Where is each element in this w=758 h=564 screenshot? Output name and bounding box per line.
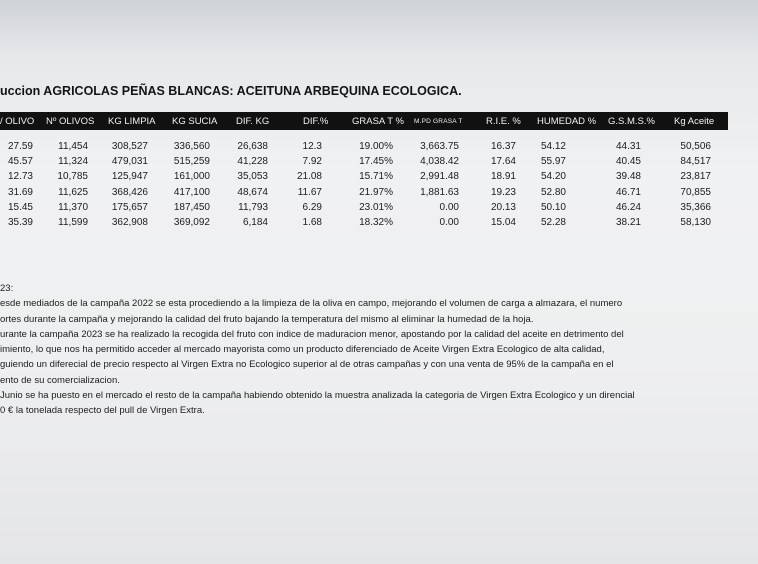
header-cell: / OLIVO [0,116,35,127]
table-cell: 70,855 [680,186,711,198]
table-cell: 11,324 [58,156,88,168]
note-line: imiento, lo que nos ha permitido acceder al mercado mayorista como un producto diferenciado de Aceite Virgen Extra Ecologico de alta calidad, [0,344,605,356]
table-cell: 11,599 [58,217,88,228]
table-cell: 23,817 [680,171,711,183]
note-line: 23: [0,283,14,294]
table-cell: 15.04 [490,217,516,228]
table-cell: 175,657 [111,201,148,213]
table-cell: 336,560 [173,141,210,152]
table-cell: 308,527 [111,141,148,152]
table-cell: 55.97 [540,156,566,168]
table-cell: 7.92 [302,156,322,168]
table-cell: 15.45 [7,201,33,213]
table-cell: 35,366 [680,201,711,213]
table-cell: 187,450 [173,201,210,213]
table-cell: 35,053 [237,171,268,183]
table-cell: 362,908 [111,217,148,228]
table-cell: 44.31 [615,141,641,152]
table-row [0,141,740,156]
table-cell: 2,991.48 [420,171,459,183]
table-cell: 11.67 [297,186,322,198]
table-cell: 84,517 [680,156,711,168]
table-cell: 0.00 [439,217,459,228]
table-cell: 1,881.63 [420,186,459,198]
table-cell: 17.45% [359,156,393,168]
note-line: 0 € la tonelada respecto del pull de Virgen Extra. [0,405,205,417]
table-cell: 10,785 [57,171,88,183]
table-cell: 54.20 [540,171,566,183]
note-line: ento de su comercializacion. [0,374,120,386]
header-cell: GRASA T % [352,116,404,127]
table-row [0,202,740,217]
table-cell: 39.48 [615,171,641,183]
table-row [0,171,740,186]
table-cell: 41,228 [237,156,268,168]
table-cell: 12.3 [302,141,322,152]
table-cell: 52.80 [540,186,566,198]
table-cell: 23.01% [359,201,393,213]
table-cell: 18.32% [359,217,393,228]
header-cell: HUMEDAD % [537,116,597,127]
header-cell: DIF.% [303,116,329,127]
note-line: urante la campaña 2023 se ha realizado la recogida del fruto con indice de maduracion menor, apostando por la calidad del aceite en detrimento del [0,328,624,340]
header-cell: M.PD GRASA T [414,118,463,125]
table-row [0,217,740,232]
table-cell: 368,426 [111,186,148,198]
table-cell: 125,947 [111,171,148,183]
table-cell: 21.08 [296,171,322,183]
table-cell: 20.13 [490,201,516,213]
notes-section [0,281,720,419]
table-cell: 1.68 [302,217,322,228]
header-cell: Kg Aceite [674,116,715,127]
table-cell: 12.73 [7,171,33,183]
table-cell: 18.91 [490,171,516,183]
note-line: Junio se ha puesto en el mercado el resto de la campaña habiendo obtenido la muestra analizada la categoria de Virgen Extra Ecologico y un direncial [0,390,635,402]
table-cell: 11,625 [58,186,88,198]
header-cell: KG SUCIA [172,116,218,127]
table-cell: 58,130 [680,217,711,228]
table-cell: 50.10 [540,201,566,213]
table-cell: 19.23 [490,186,516,198]
table-cell: 17.64 [490,156,516,168]
table-row [0,156,740,171]
note-line: guiendo un diferecial de precio respecto al Virgen Extra no Ecologico superior al de otras campañas y con una venta de 95% de la campaña en el [0,359,614,371]
table-row [0,187,740,202]
table-cell: 6,184 [242,217,268,228]
table-cell: 369,092 [173,217,210,228]
table-cell: 52.28 [540,217,566,228]
table-cell: 35.39 [7,217,33,228]
table-cell: 515,259 [173,156,210,168]
table-cell: 417,100 [173,186,210,198]
table-cell: 0.00 [439,201,459,213]
table-cell: 45.57 [7,156,33,168]
table-cell: 46.71 [615,186,641,198]
table-cell: 26,638 [237,141,268,152]
table-cell: 16.37 [490,141,516,152]
table-cell: 6.29 [302,201,322,213]
table-cell: 161,000 [173,171,210,183]
header-cell: KG LIMPIA [108,116,156,127]
table-cell: 31.69 [7,186,33,198]
note-line: ortes durante la campaña y mejorando la calidad del fruto bajando la temperatura del mismo al eliminar la humedad de la hoja. [0,313,534,325]
table-header [0,112,728,130]
table-cell: 479,031 [111,156,148,168]
table-cell: 21.97% [359,186,393,198]
table-cell: 27.59 [7,141,33,152]
table-cell: 38.21 [615,217,641,228]
table-cell: 11,793 [238,201,268,213]
page-title: uccion AGRICOLAS PEÑAS BLANCAS: ACEITUNA ARBEQUINA ECOLOGICA. [0,84,462,98]
table-cell: 15.71% [359,171,393,183]
table-cell: 50,506 [680,141,711,152]
header-cell: Nº OLIVOS [46,116,95,127]
table-cell: 11,454 [58,141,88,152]
header-cell: DIF. KG [236,116,270,127]
table-cell: 46.24 [615,201,641,213]
table-cell: 3,663.75 [420,141,459,152]
table-cell: 48,674 [237,186,268,198]
table-cell: 54.12 [540,141,566,152]
header-cell: G.S.M.S.% [608,116,655,127]
table-cell: 4,038.42 [420,156,459,168]
table-cell: 40.45 [615,156,641,168]
table-cell: 19.00% [359,141,393,152]
note-line: esde mediados de la campaña 2022 se esta procediendo a la limpieza de la oliva en campo, mejorando el volumen de carga a almazara, el numero [0,298,623,310]
header-cell: R.I.E. % [486,116,521,127]
table-cell: 11,370 [58,201,88,213]
